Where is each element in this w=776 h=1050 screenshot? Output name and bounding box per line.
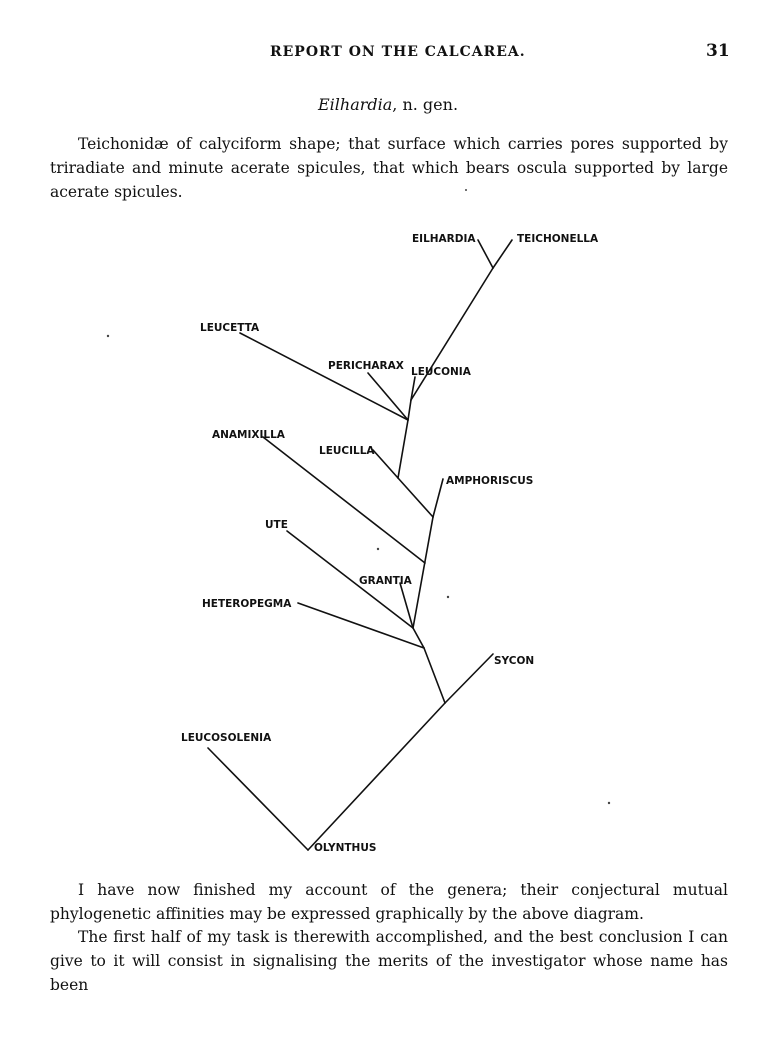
label-eilhardia: EILHARDIA xyxy=(412,233,476,245)
label-pericharax: PERICHARAX xyxy=(328,360,404,372)
branch-teichonella xyxy=(493,240,512,268)
label-leucosolenia: LEUCOSOLENIA xyxy=(181,732,272,744)
running-title: REPORT ON THE CALCAREA. xyxy=(270,44,526,60)
speck xyxy=(465,189,467,191)
branch-eilhardia xyxy=(478,240,493,268)
branch-olynthus-trunk xyxy=(308,703,445,850)
print-specks xyxy=(107,189,610,804)
label-leuconia: LEUCONIA xyxy=(411,366,471,378)
branch-heteropegma xyxy=(298,603,424,648)
branch-leucilla xyxy=(373,450,398,478)
branch-olynthus-leucosolenia xyxy=(208,748,308,850)
conclusion-paragraph-2: The first half of my task is therewith accomplished, and the best conclusion I can give to it will consist in signalising the merits of the investigator whose name has been xyxy=(50,928,728,994)
label-teichonella: TEICHONELLA xyxy=(517,233,599,245)
speck xyxy=(447,596,449,598)
branch-leucetta xyxy=(240,333,408,420)
label-grantia: GRANTIA xyxy=(359,575,412,587)
genus-name: Eilhardia xyxy=(317,95,393,114)
page-number: 31 xyxy=(706,41,730,61)
label-leucilla: LEUCILLA xyxy=(319,445,375,457)
definition-paragraph: Teichonidæ of calyciform shape; that surface which carries pores supported by triradiate and minute acerate spicules, that which bears oscula supported by large acerate spicules. xyxy=(50,135,728,201)
label-anamixilla: ANAMIXILLA xyxy=(212,429,285,441)
speck xyxy=(107,335,109,337)
branch-pericharax xyxy=(368,373,408,420)
label-sycon: SYCON xyxy=(494,655,535,667)
label-ute: UTE xyxy=(265,519,288,531)
speck xyxy=(608,802,610,804)
label-amphoriscus: AMPHORISCUS xyxy=(446,475,534,487)
label-olynthus: OLYNTHUS xyxy=(314,842,377,854)
branch-leucilla-stem xyxy=(398,420,408,478)
branch-stem-upper xyxy=(413,517,433,628)
label-heteropegma: HETEROPEGMA xyxy=(202,598,292,610)
label-leucetta: LEUCETTA xyxy=(200,322,260,334)
branch-leucilla-node xyxy=(398,478,433,517)
branch-trunk-upper xyxy=(424,648,445,703)
conclusion-paragraph-1: I have now finished my account of the genera; their conjectural mutual phylogenetic affinities may be expressed graphically by the above diagram. xyxy=(50,881,728,923)
branch-to-teichonidae xyxy=(411,268,493,400)
branch-trunk-sycon xyxy=(445,654,493,703)
branch-leuconia-node xyxy=(408,400,411,420)
branch-amphoriscus xyxy=(433,479,443,517)
speck xyxy=(377,548,379,550)
genus-suffix: , n. gen. xyxy=(392,95,459,114)
branch-grantia xyxy=(400,583,413,628)
